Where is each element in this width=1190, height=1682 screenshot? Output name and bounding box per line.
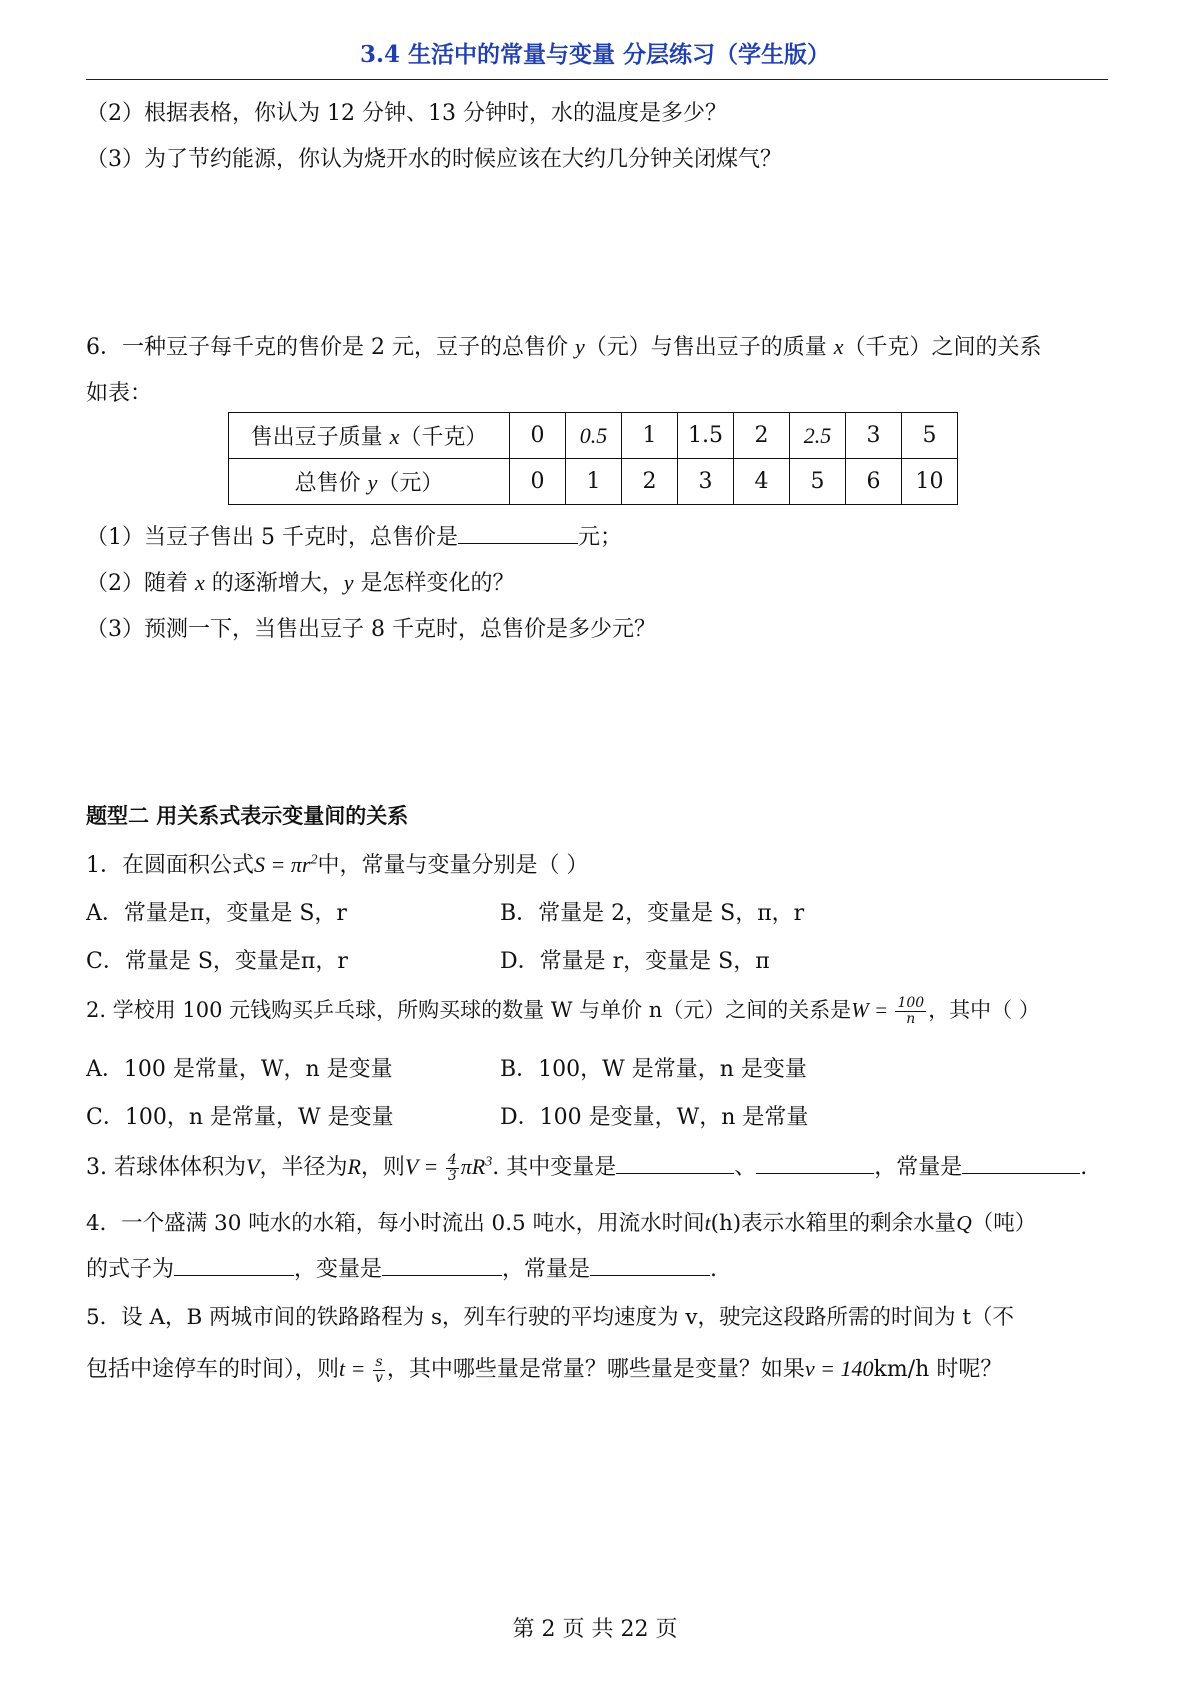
table-cell: 1.5 (678, 413, 734, 459)
table-cell: 3 (678, 459, 734, 505)
q6-stem-b: （元）与售出豆子的质量 (584, 335, 834, 360)
s2q5-line1: 5．设 A，B 两城市间的铁路路程为 s，列车行驶的平均速度为 v，驶完这段路所需的时间为 t（不 (86, 1305, 1014, 1330)
table-cell: 1 (566, 459, 622, 505)
q6-part3: （3）预测一下，当售出豆子 8 千克时，总售价是多少元？ (86, 617, 656, 642)
q5-part2: （2）根据表格，你认为 12 分钟、13 分钟时，水的温度是多少？ (86, 101, 727, 126)
table-cell: 4 (734, 459, 790, 505)
answer-blank[interactable] (458, 523, 578, 544)
s2q1-option-d[interactable]: D．常量是 r，变量是 S，π (500, 949, 770, 974)
answer-blank[interactable] (590, 1255, 710, 1276)
table-cell: 0 (510, 459, 566, 505)
q6-var-y: y (574, 334, 585, 359)
table-cell: 5 (790, 459, 846, 505)
s2q2-option-c[interactable]: C．100，n 是常量，W 是变量 (86, 1105, 394, 1130)
s2q5-line2: 包括中途停车的时间），则t = $\frac{s}{v}$ ，其中哪些量是常量？哪些量是变量？如果v = 140km/h 时呢？ (86, 1353, 1003, 1386)
answer-blank[interactable] (616, 1153, 734, 1174)
page-number: 第 2 页 共 22 页 (512, 1617, 678, 1642)
fraction: $\frac{s}{v}$ (374, 1353, 383, 1386)
table-cell: 0.5 (566, 413, 622, 459)
section-title: 题型二 用关系式表示变量间的关系 (86, 804, 409, 828)
q6-table (228, 412, 958, 505)
table-row-label: 售出豆子质量 x（千克） (229, 413, 510, 459)
s2q1-option-a[interactable]: A．常量是π，变量是 S，r (86, 901, 347, 926)
table-cell: 2.5 (790, 413, 846, 459)
s2q3-stem: 3. 若球体体积为V，半径为R，则V = $\frac{4}{3}$ $\pi R^3$. 其中变量是 、 ，常量是 . (86, 1151, 1088, 1184)
s2q1-option-b[interactable]: B．常量是 2，变量是 S，π，r (500, 901, 805, 926)
table-row (229, 459, 958, 505)
page-header-title: 3.4 生活中的常量与变量 分层练习（学生版） (359, 41, 831, 68)
q6-stem-a: 6．一种豆子每千克的售价是 2 元，豆子的总售价 (86, 335, 575, 360)
header-divider (86, 79, 1108, 80)
q5-part3: （3）为了节约能源，你认为烧开水的时候应该在大约几分钟关闭煤气？ (86, 147, 782, 172)
table-cell: 5 (902, 413, 958, 459)
s2q2-option-a[interactable]: A．100 是常量，W，n 是变量 (86, 1057, 393, 1082)
table-cell: 3 (846, 413, 902, 459)
answer-blank[interactable] (382, 1255, 502, 1276)
table-row-label: 总售价 y（元） (229, 459, 510, 505)
answer-blank[interactable] (174, 1255, 294, 1276)
table-cell: 10 (902, 459, 958, 505)
fraction: $\frac{4}{3}$ (447, 1151, 457, 1184)
q6-stem-c: （千克）之间的关系 (843, 335, 1042, 360)
answer-blank[interactable] (962, 1153, 1080, 1174)
q6-stem-line2: 如表： (86, 381, 153, 406)
table-cell: 2 (622, 459, 678, 505)
answer-blank[interactable] (756, 1153, 874, 1174)
q6-var-x: x (833, 334, 844, 359)
s2q2-option-d[interactable]: D．100 是变量，W，n 是常量 (500, 1105, 809, 1130)
s2q1-option-c[interactable]: C．常量是 S，变量是π，r (86, 949, 348, 974)
fraction: $\frac{100}{n}$ (897, 995, 925, 1027)
s2q2-stem: 2. 学校用 100 元钱购买乒乓球，所购买球的数量 W 与单价 n（元）之间的关系是W = $\frac{100}{n}$ ，其中（ ） (86, 995, 1040, 1027)
q6-part1: （1）当豆子售出 5 千克时，总售价是 元； (86, 525, 622, 550)
s2q2-option-b[interactable]: B．100，W 是常量，n 是变量 (500, 1057, 807, 1082)
s2q1-stem: 1．在圆面积公式$S = \pi r^2$中，常量与变量分别是（ ） (86, 852, 589, 878)
s2q4-line1: 4．一个盛满 30 吨水的水箱，每小时流出 0.5 吨水，用流水时间t(h)表示水箱里的剩余水量Q（吨） (86, 1211, 1037, 1236)
table-cell: 6 (846, 459, 902, 505)
table-cell: 1 (622, 413, 678, 459)
table-cell: 0 (510, 413, 566, 459)
table-row (229, 413, 958, 459)
q6-part2: （2）随着 x 的逐渐增大，y 是怎样变化的？ (86, 570, 515, 596)
table-cell: 2 (734, 413, 790, 459)
q6-stem-line1 (86, 330, 1042, 361)
s2q4-line2: 的式子为 ，变量是 ，常量是 . (86, 1257, 718, 1282)
